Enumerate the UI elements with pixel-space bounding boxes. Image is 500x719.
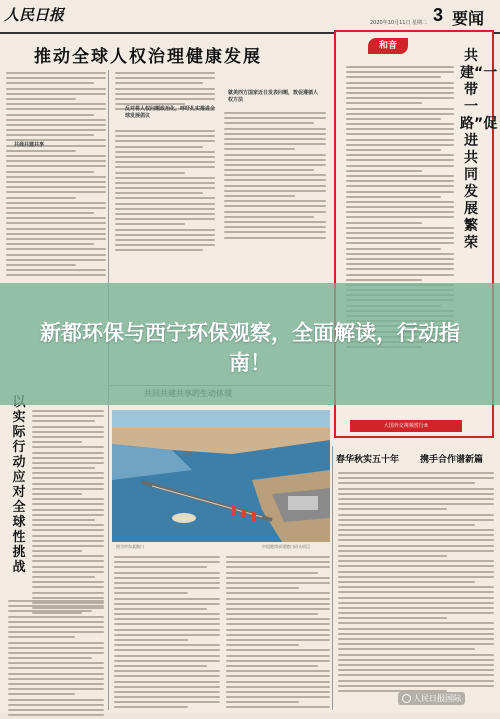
text-column bbox=[226, 556, 330, 712]
main-headline: 推动全球人权治理健康发展 bbox=[34, 47, 262, 67]
text-column bbox=[32, 410, 104, 618]
issue-date: 2020年10月11日 星期二 bbox=[370, 20, 428, 26]
text-column bbox=[338, 472, 494, 695]
vertical-title: 共建“一带一路”促进共同发展繁荣 bbox=[460, 48, 498, 251]
watermark bbox=[398, 692, 465, 705]
section-label: 要闻 bbox=[452, 9, 485, 28]
text-column bbox=[6, 72, 106, 280]
newspaper-logo: 人民日报 bbox=[4, 6, 65, 24]
photo-caption-left: 图为中东某港口 bbox=[116, 544, 144, 549]
masthead bbox=[0, 0, 500, 34]
text-column bbox=[8, 600, 104, 719]
port-aerial-image bbox=[112, 410, 330, 542]
banner-title: 新都环保与西宁环保观察，全面解读，行动指南！ bbox=[40, 321, 460, 375]
column-rule bbox=[332, 446, 333, 710]
commentary-tag: 和音 bbox=[368, 38, 408, 54]
text-column bbox=[224, 112, 326, 242]
text-column bbox=[114, 556, 220, 712]
column-subhead: 就美西方国家近日发表问题，敦促遵循人权方法 bbox=[228, 90, 319, 103]
column-subhead: 反对将人权问题政治化，呼吁扎实推进全球发展倡议 bbox=[125, 106, 216, 119]
page-number: 3 bbox=[433, 5, 444, 25]
watermark-text: 人民日报国际 bbox=[413, 694, 461, 703]
vertical-headline: 实际行动应对全球性挑战 bbox=[12, 410, 26, 575]
series-label: 大国外交视频赏行⑤ bbox=[350, 420, 462, 432]
port-photo bbox=[112, 410, 330, 542]
bottom-right-heading: 春华秋实五十年 bbox=[336, 455, 400, 465]
text-column bbox=[115, 130, 215, 255]
photo-caption-right: 中国港湾承建港口码头项目 bbox=[262, 544, 310, 549]
bottom-right-heading: 携手合作谱新篇 bbox=[420, 455, 484, 465]
wechat-icon bbox=[402, 694, 411, 703]
column-subhead: 共商共建共享 bbox=[14, 142, 45, 148]
